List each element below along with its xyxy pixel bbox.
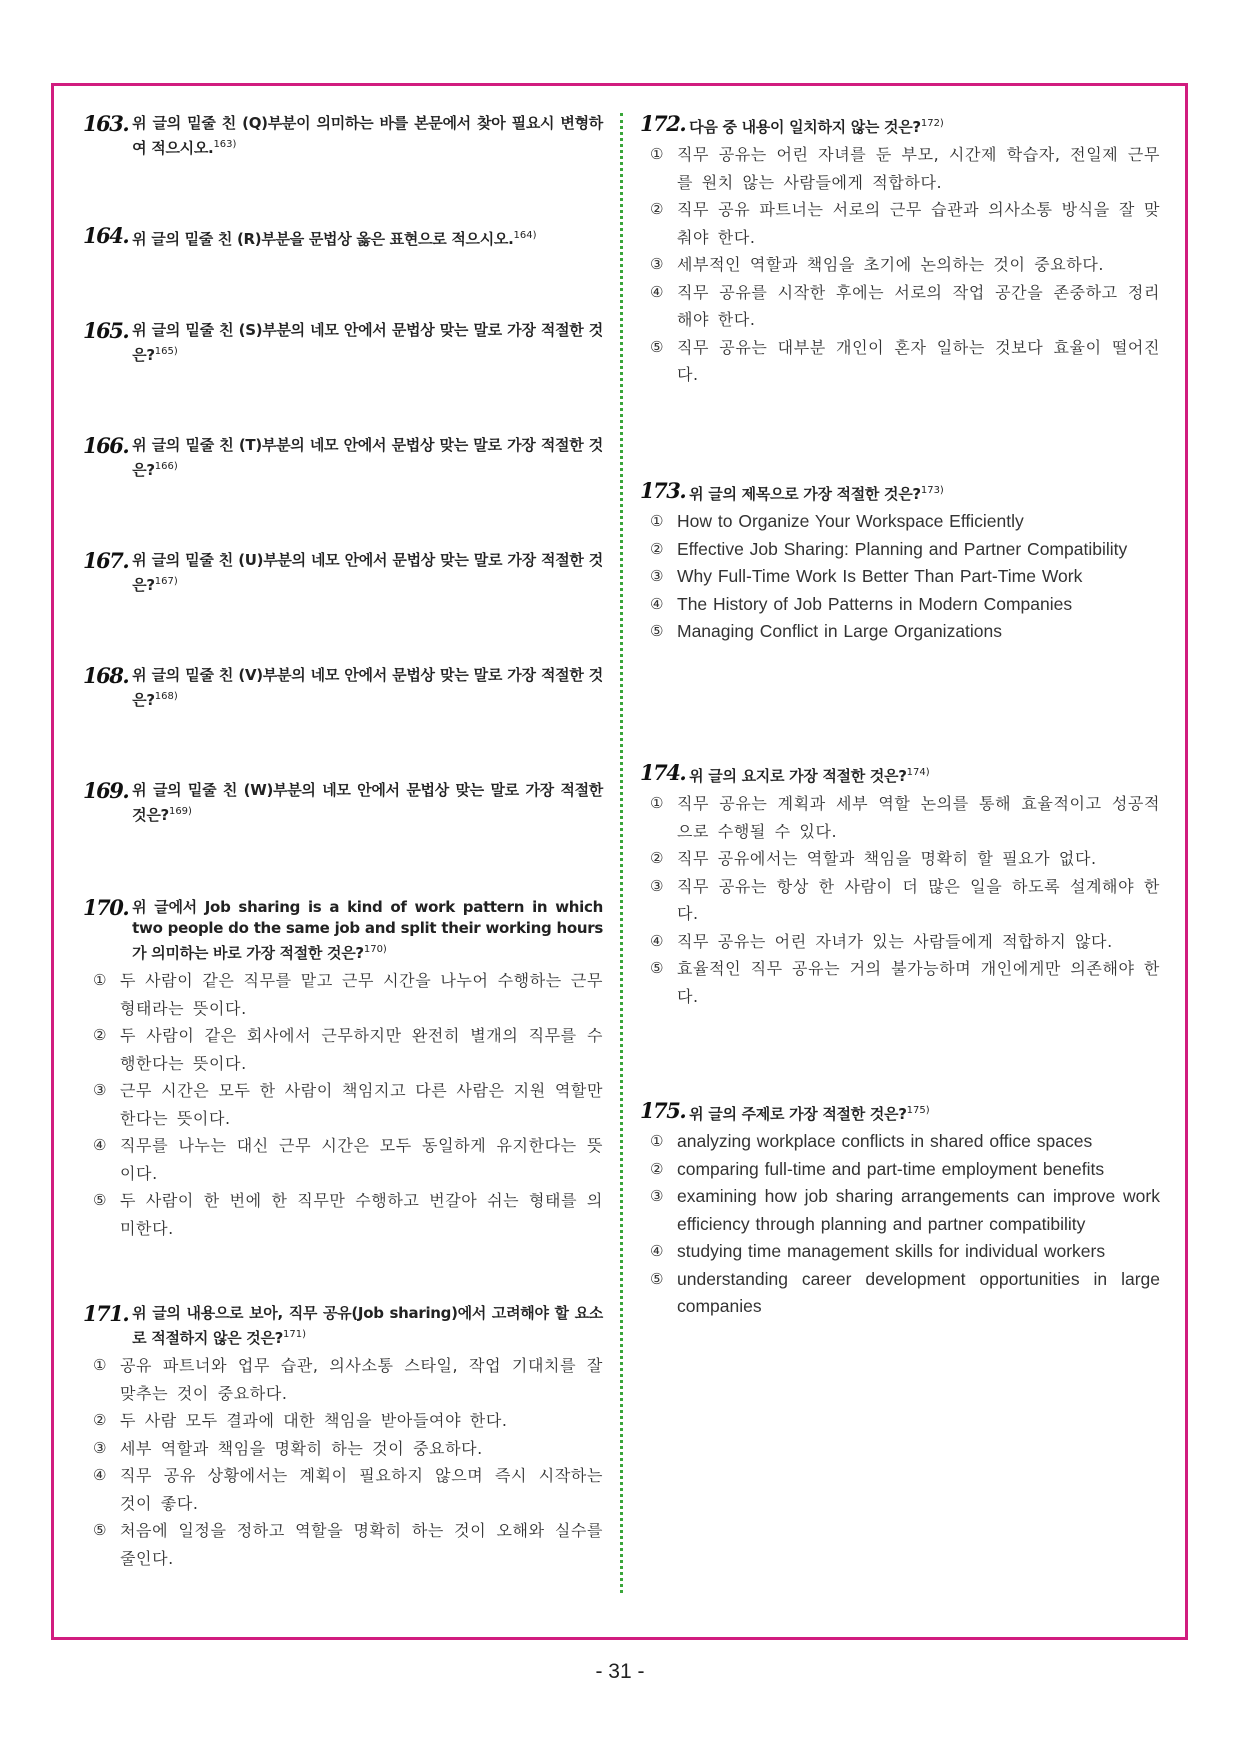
- option-marker: ②: [93, 1026, 107, 1044]
- answer-option[interactable]: ② 두 사람이 같은 회사에서 근무하지만 완전히 별개의 직무를 수행한다는 뜻이다.: [93, 1022, 603, 1077]
- footnote-ref: 165): [154, 346, 178, 357]
- question-number: 171.: [83, 1301, 129, 1326]
- question-stem: 위 글의 제목으로 가장 적절한 것은?$^{173)}$: [689, 485, 944, 503]
- question-173: [640, 480, 1160, 646]
- answer-option[interactable]: ③ 세부적인 역할과 책임을 초기에 논의하는 것이 중요하다.: [650, 251, 1160, 279]
- question-number: 169.: [83, 778, 129, 803]
- answer-option[interactable]: ② 직무 공유 파트너는 서로의 근무 습관과 의사소통 방식을 잘 맞춰야 한다.: [650, 196, 1160, 251]
- answer-option[interactable]: ② 직무 공유에서는 역할과 책임을 명확히 할 필요가 없다.: [650, 845, 1160, 873]
- question-stem: 위 글에서 Job sharing is a kind of work pattern in which two people do the same job and split their working hours 가 의미하는 바로 가장 적절한 것은?$^{170)}$: [132, 898, 603, 962]
- answer-option[interactable]: ⑤ 직무 공유는 대부분 개인이 혼자 일하는 것보다 효율이 떨어진다.: [650, 334, 1160, 389]
- answer-option[interactable]: ③ Why Full-Time Work Is Better Than Part-Time Work: [650, 563, 1160, 591]
- question-166: [83, 435, 603, 481]
- footnote-ref: 171): [283, 1329, 307, 1340]
- question-number: 172.: [640, 111, 686, 136]
- option-marker: ⑤: [650, 337, 664, 356]
- answer-options: [93, 1352, 603, 1572]
- answer-option[interactable]: ① How to Organize Your Workspace Efficiently: [650, 508, 1160, 536]
- question-stem: 위 글의 요지로 가장 적절한 것은?$^{174)}$: [689, 767, 930, 785]
- option-marker: ⑤: [650, 1269, 664, 1288]
- answer-options: [650, 141, 1160, 389]
- option-marker: ②: [650, 200, 664, 218]
- answer-option[interactable]: ⑤ 처음에 일정을 정하고 역할을 명확히 하는 것이 오해와 실수를 줄인다.: [93, 1517, 603, 1572]
- answer-option[interactable]: ③ 직무 공유는 항상 한 사람이 더 많은 일을 하도록 설계해야 한다.: [650, 873, 1160, 928]
- answer-option[interactable]: ⑤ 효율적인 직무 공유는 거의 불가능하며 개인에게만 의존해야 한다.: [650, 955, 1160, 1010]
- question-163: [83, 113, 603, 159]
- answer-option[interactable]: ⑤ Managing Conflict in Large Organizations: [650, 618, 1160, 646]
- question-stem: 위 글의 밑줄 친 (T)부분의 네모 안에서 문법상 맞는 말로 가장 적절한 것은?$^{166)}$: [132, 436, 603, 479]
- option-marker: ④: [650, 594, 664, 613]
- answer-option[interactable]: ① 직무 공유는 계획과 세부 역할 논의를 통해 효율적이고 성공적으로 수행될 수 있다.: [650, 790, 1160, 845]
- option-marker: ④: [650, 1242, 664, 1260]
- option-marker: ①: [650, 145, 664, 163]
- question-174: [640, 762, 1160, 1010]
- question-170: [83, 897, 603, 1242]
- answer-options: [650, 1128, 1160, 1321]
- answer-option[interactable]: ④ 직무 공유 상황에서는 계획이 필요하지 않으며 즉시 시작하는 것이 좋다.: [93, 1462, 603, 1517]
- option-marker: ①: [650, 1132, 664, 1150]
- question-stem: 위 글의 밑줄 친 (S)부분의 네모 안에서 문법상 맞는 말로 가장 적절한 것은?$^{165)}$: [132, 321, 603, 364]
- footnote-ref: 174): [906, 767, 930, 778]
- question-stem: 위 글의 밑줄 친 (U)부분의 네모 안에서 문법상 맞는 말로 가장 적절한 것은?$^{167)}$: [132, 551, 603, 594]
- option-marker: ⑤: [93, 1191, 107, 1209]
- question-stem: 위 글의 밑줄 친 (V)부분의 네모 안에서 문법상 맞는 말로 가장 적절한 것은?$^{168)}$: [132, 666, 603, 709]
- question-165: [83, 320, 603, 366]
- answer-option[interactable]: ③ 세부 역할과 책임을 명확히 하는 것이 중요하다.: [93, 1435, 603, 1463]
- answer-option[interactable]: ① analyzing workplace conflicts in shared office spaces: [650, 1128, 1160, 1156]
- footnote-ref: 175): [906, 1105, 930, 1116]
- footnote-ref: 166): [154, 461, 178, 472]
- question-167: [83, 550, 603, 596]
- question-169: [83, 780, 603, 826]
- question-number: 175.: [640, 1098, 686, 1123]
- option-marker: ③: [650, 1187, 664, 1205]
- question-stem: 위 글의 밑줄 친 (W)부분의 네모 안에서 문법상 맞는 말로 가장 적절한 것은?$^{169)}$: [132, 781, 603, 824]
- option-marker: ①: [650, 512, 664, 530]
- answer-option[interactable]: ④ The History of Job Patterns in Modern Companies: [650, 591, 1160, 619]
- option-marker: ③: [650, 876, 664, 895]
- question-number: 164.: [83, 223, 129, 248]
- answer-option[interactable]: ③ examining how job sharing arrangements can improve work efficiency through planning and partner compatibility: [650, 1183, 1160, 1238]
- answer-option[interactable]: ④ 직무 공유를 시작한 후에는 서로의 작업 공간을 존중하고 정리해야 한다.: [650, 279, 1160, 334]
- footnote-ref: 173): [920, 485, 944, 496]
- answer-options: [650, 508, 1160, 646]
- answer-option[interactable]: ⑤ understanding career development opportunities in large companies: [650, 1266, 1160, 1321]
- option-marker: ①: [650, 794, 664, 812]
- answer-option[interactable]: ④ studying time management skills for individual workers: [650, 1238, 1160, 1266]
- question-stem: 위 글의 주제로 가장 적절한 것은?$^{175)}$: [689, 1105, 930, 1123]
- question-number: 170.: [83, 895, 129, 920]
- question-stem: 위 글의 밑줄 친 (Q)부분이 의미하는 바를 본문에서 찾아 필요시 변형하여 적으시오.$^{163)}$: [132, 114, 603, 157]
- option-marker: ⑤: [650, 959, 664, 977]
- footnote-ref: 168): [154, 691, 178, 702]
- footnote-ref: 170): [363, 944, 387, 955]
- option-marker: ④: [93, 1136, 107, 1154]
- question-164: [83, 225, 603, 250]
- question-168: [83, 665, 603, 711]
- option-marker: ①: [93, 1356, 107, 1374]
- option-marker: ④: [93, 1466, 107, 1484]
- question-number: 167.: [83, 548, 129, 573]
- option-marker: ⑤: [650, 622, 664, 640]
- option-marker: ③: [93, 1438, 107, 1457]
- question-number: 163.: [83, 111, 129, 136]
- answer-option[interactable]: ① 공유 파트너와 업무 습관, 의사소통 스타일, 작업 기대치를 잘 맞추는 것이 중요하다.: [93, 1352, 603, 1407]
- footnote-ref: 167): [154, 576, 178, 587]
- option-marker: ③: [650, 567, 664, 585]
- footnote-ref: 172): [920, 118, 944, 129]
- option-marker: ③: [650, 255, 664, 273]
- footnote-ref: 163): [213, 139, 237, 150]
- question-stem: 다음 중 내용이 일치하지 않는 것은?$^{172)}$: [689, 118, 944, 136]
- question-171: [83, 1303, 603, 1572]
- answer-option[interactable]: ④ 직무를 나누는 대신 근무 시간은 모두 동일하게 유지한다는 뜻이다.: [93, 1132, 603, 1187]
- option-marker: ⑤: [93, 1521, 107, 1539]
- answer-option[interactable]: ① 직무 공유는 어린 자녀를 둔 부모, 시간제 학습자, 전일제 근무를 원치 않는 사람들에게 적합하다.: [650, 141, 1160, 196]
- option-marker: ②: [650, 1159, 664, 1178]
- question-number: 168.: [83, 663, 129, 688]
- question-175: [640, 1100, 1160, 1321]
- question-stem: 위 글의 내용으로 보아, 직무 공유(Job sharing)에서 고려해야 할 요소로 적절하지 않은 것은?$^{171)}$: [132, 1304, 603, 1347]
- footnote-ref: 169): [168, 806, 192, 817]
- footnote-ref: 164): [513, 230, 537, 241]
- option-marker: ④: [650, 282, 664, 301]
- page-number: - 31 -: [595, 1660, 645, 1683]
- answer-option[interactable]: ② Effective Job Sharing: Planning and Partner Compatibility: [650, 536, 1160, 564]
- option-marker: ③: [93, 1081, 107, 1099]
- option-marker: ②: [650, 539, 664, 558]
- option-marker: ①: [93, 971, 107, 989]
- answer-options: [650, 790, 1160, 1010]
- answer-option[interactable]: ② comparing full-time and part-time employment benefits: [650, 1156, 1160, 1184]
- question-number: 166.: [83, 433, 129, 458]
- option-marker: ④: [650, 931, 664, 950]
- question-number: 165.: [83, 318, 129, 343]
- question-number: 174.: [640, 760, 686, 785]
- answer-option[interactable]: ④ 직무 공유는 어린 자녀가 있는 사람들에게 적합하지 않다.: [650, 928, 1160, 956]
- answer-options: [93, 967, 603, 1242]
- option-marker: ②: [93, 1411, 107, 1429]
- answer-option[interactable]: ⑤ 두 사람이 한 번에 한 직무만 수행하고 번갈아 쉬는 형태를 의미한다.: [93, 1187, 603, 1242]
- answer-option[interactable]: ② 두 사람 모두 결과에 대한 책임을 받아들여야 한다.: [93, 1407, 603, 1435]
- option-marker: ②: [650, 849, 664, 867]
- question-172: [640, 113, 1160, 389]
- answer-option[interactable]: ③ 근무 시간은 모두 한 사람이 책임지고 다른 사람은 지원 역할만 한다는 뜻이다.: [93, 1077, 603, 1132]
- question-stem: 위 글의 밑줄 친 (R)부분을 문법상 옳은 표현으로 적으시오.$^{164)}$: [132, 230, 537, 248]
- column-divider: [620, 113, 623, 1593]
- question-number: 173.: [640, 478, 686, 503]
- answer-option[interactable]: ① 두 사람이 같은 직무를 맡고 근무 시간을 나누어 수행하는 근무 형태라는 뜻이다.: [93, 967, 603, 1022]
